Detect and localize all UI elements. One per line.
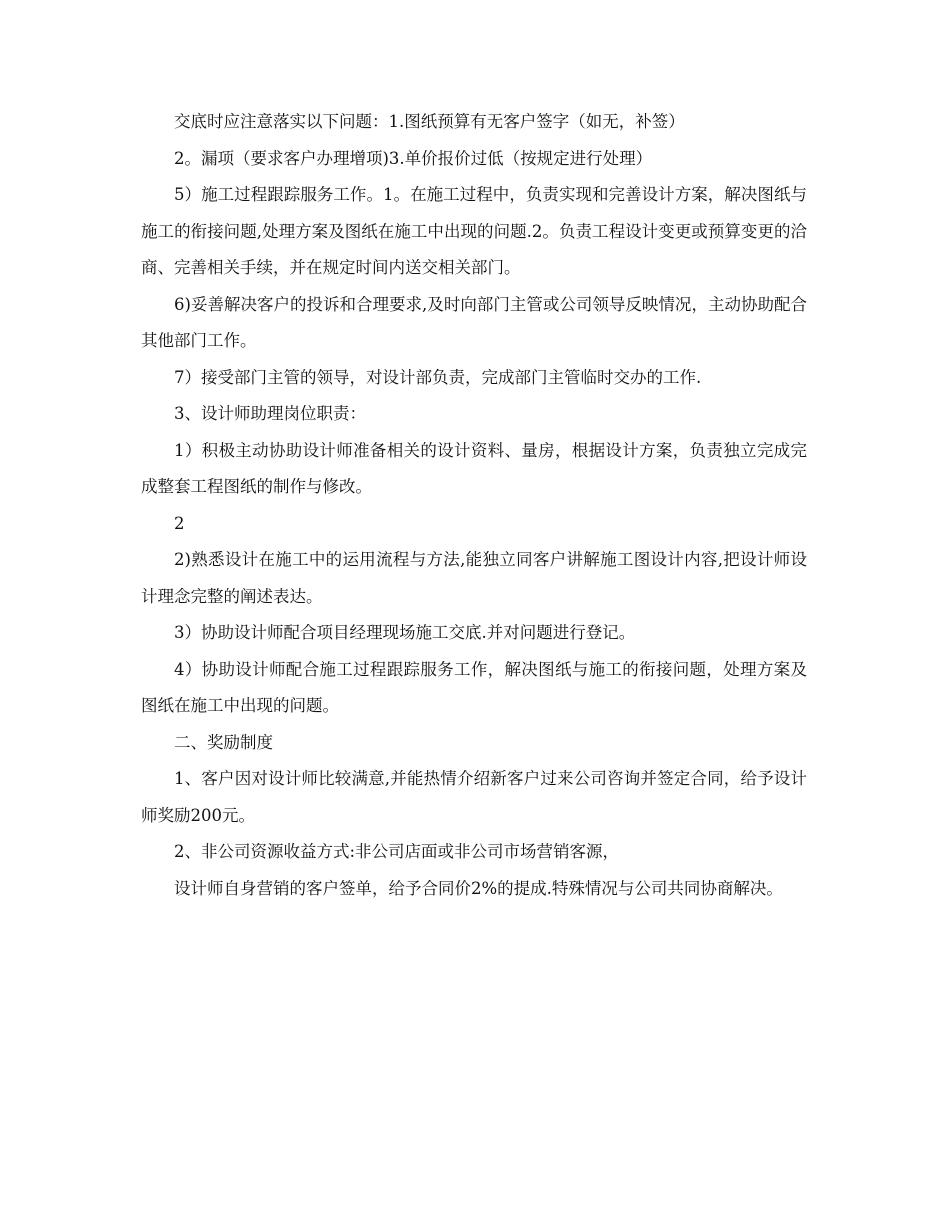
paragraph: 1、客户因对设计师比较满意,并能热情介绍新客户过来公司咨询并签定合同，给予设计师奖励200元。 (141, 769, 807, 825)
section-heading: 3、设计师助理岗位职责： (174, 404, 366, 423)
paragraph: 3）协助设计师配合项目经理现场施工交底.并对问题进行登记。 (174, 623, 636, 642)
paragraph: 7）接受部门主管的领导，对设计部负责，完成部门主管临时交办的工作. (174, 367, 702, 387)
document-body (141, 104, 807, 907)
section-heading: 二、奖励制度 (174, 732, 273, 752)
page-number: 2 (174, 513, 185, 533)
paragraph: 4）协助设计师配合施工过程跟踪服务工作，解决图纸与施工的衔接问题，处理方案及图纸在施工中出现的问题。 (141, 659, 807, 715)
paragraph: 1）积极主动协助设计师准备相关的设计资料、量房，根据设计方案，负责独立完成完成整套工程图纸的制作与修改。 (141, 440, 807, 496)
paragraph: 2、非公司资源收益方式:非公司店面或非公司市场营销客源， (174, 842, 620, 861)
paragraph: 2)熟悉设计在施工中的运用流程与方法,能独立同客户讲解施工图设计内容,把设计师设计理念完整的阐述表达。 (141, 550, 807, 606)
paragraph: 交底时应注意落实以下问题：1.图纸预算有无客户签字（如无，补签） (174, 112, 685, 131)
paragraph: 6)妥善解决客户的投诉和合理要求,及时向部门主管或公司领导反映情况，主动协助配合其他部门工作。 (141, 294, 807, 350)
paragraph: 2。漏项（要求客户办理增项)3.单价报价过低（按规定进行处理） (174, 148, 653, 168)
paragraph: 5）施工过程跟踪服务工作。1。在施工过程中，负责实现和完善设计方案，解决图纸与施工的衔接问题,处理方案及图纸在施工中出现的问题.2。负责工程设计变更或预算变更的洽商、完善相关手续，并在规定时间内送交相关部门。 (141, 185, 807, 277)
paragraph: 设计师自身营销的客户签单，给予合同价2%的提成.特殊情况与公司共同协商解决。 (174, 878, 783, 898)
